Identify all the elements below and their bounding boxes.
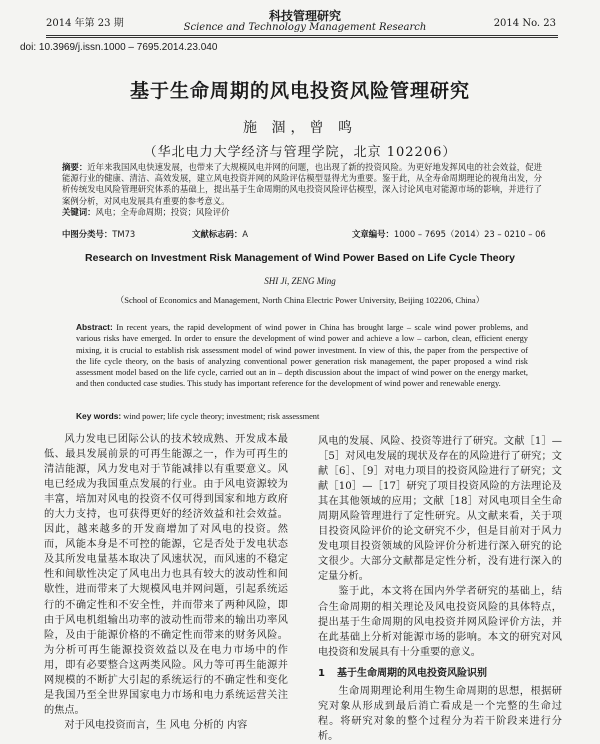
running-header: [0, 4, 600, 34]
keywords-cn-label: 关键词：: [62, 206, 96, 217]
body-paragraph: 生命周期理论利用生物生命周期的思想，根据研究对象从形成到最后消亡看成是一个完整的生命过程。将研究对象的整个过程分为若干阶段来进行分析。: [318, 685, 562, 742]
keywords-cn-text: 风电；全寿命周期；投资；风险评价: [95, 206, 230, 217]
section-number: 1: [318, 667, 325, 679]
authors-en: SHI Ji, ZENG Ming: [264, 276, 336, 286]
clc-label: 中图分类号：: [62, 229, 113, 239]
body-paragraph: 鉴于此，本文将在国内外学者研究的基础上，结合生命周期的相关理论及风电投资风险的具体特点，提出基于生命周期的风电投资并网风险评价方法，并在此基础上分析对能源市场的影响。本文的研究对风电投资和发展具有十分重要的意义。: [318, 586, 562, 658]
authors: 施 涸，曾 鸣: [243, 120, 357, 136]
title-en: Research on Investment Risk Management of Wind Power Based on Life Cycle Theory: [85, 252, 515, 264]
keywords-en: [76, 411, 528, 421]
abstract-en-text: In recent years, the rapid development of wind power in China has brought large – scale wind power problems, and various risks have emerged. In order to ensure the development of wind power and achieve a low – carbon, clean, efficient energy mixing, it is crucial to establish risk assessment model of wind power investment. In view of this, the paper from the perspective of the life cycle theory, on the basis of analyzing conventional power generation risk management, the paper proposed a wind risk assessment model based on the life cycle, carried out an in – depth discussion about the impact of wind power on the energy market, and then conducted case studies. This study has important reference for the development of wind power and renewable energy.: [76, 323, 528, 389]
article-number: [352, 228, 546, 240]
article-no-value: 1000 – 7695（2014）23 – 0210 – 06: [393, 229, 546, 239]
clc-number: [62, 228, 135, 240]
abstract-en-label: Abstract:: [76, 322, 113, 332]
body-column-right: [318, 434, 562, 744]
clc-value: TM73: [112, 229, 136, 239]
body-column-left: [44, 432, 288, 733]
body-paragraph: 对于风电投资而言，生 风电 分析的 内容: [64, 719, 248, 731]
doi: doi: 10.3969/j.issn.1000 – 7695.2014.23.040: [20, 42, 218, 53]
journal-name-en: Science and Technology Management Research: [183, 22, 427, 33]
affiliation: （华北电力大学经济与管理学院，北京 102206）: [143, 145, 457, 160]
keywords-en-text: wind power; life cycle theory; investment; risk assessment: [123, 412, 320, 421]
issue-right: 2014 No. 23: [493, 18, 556, 29]
journal-name: [170, 10, 440, 34]
header-rule: [46, 35, 558, 36]
paper-title: 基于生命周期的风电投资风险管理研究: [129, 80, 470, 102]
issue-left: 2014 年第 23 期: [46, 18, 124, 29]
body-paragraph: 风力发电已团际公认的技术较成熟、开发成本最低、最具发展前景的可再生能源之一，作为可再生的清洁能源，风力发电对于节能减排以有重要意义。风电已经成为我国重点发展的行业。由于风电资源较为丰富，培加对风电的投资不仅可得到国家和地方政府的大力支持，也可获得更好的经济效益和社会效益。因此，越来越多的开发商增加了对风电的投资。然而，风能本身是不可控的能源，它是否处于发电状态及其所发电量基本取决了风速状况，而风速的不稳定性和间歇性决定了风电出力也具有较大的波动性和间歇性，进而带来了大规模风电并网问题，引起系统运行的不确定性和不安全性，并而带来了两种风险，即由于风电机组输出功率的波动性而带来的输出功率风险，及由于能源价格的不确定性而带来的财务风险。为分析可再生能源投资效益以及在电力市场中的作用，即有必要整合这两类风险。风力等可再生能源并网规模的不断扩大引起的系统运行的不确定性和变化是我国乃至全世界国家电力市场和电力系统运营关注的焦点。: [44, 434, 288, 716]
body-paragraph: 风电的发展、风险、投资等进行了研究。文献［1］—［5］对风电发展的现状及存在的风险进行了研究；文献［6］、［9］对电力项目的投资风险进行了研究；文献［10］—［17］研究了项目投资风险的方法理论及其在其他领域的应用；文献［18］对风电项目全生命周期风险管理进行了定性研究。从文献来看，关于项目投资风险评价的论文研究不少，但是目前对于风力发电项目投资领域的风险评价分析进行深入研究的论文很少。大部分文献都是定性分析，没有进行深入的定量分析。: [318, 436, 562, 583]
article-no-label: 文章编号：: [352, 229, 394, 239]
abstract-cn-text: 近年来我国风电快速发展，也带来了大规模风电并网的问题，也出现了新的投资风险。为更好地发挥风电的社会效益，促进能源行业的健康、清洁、高效发展，建立风电投资并网的风险评估模型显得尤为重要。鉴于此，从全寿命周期理论的视角出发，分析传统发电风险管理研究体系的基础上，提出基于生命周期的风电投资风险评估模型，深入讨论风电对能源市场的影响，并进行了案例分析，对风电发展具有重要的参考意义。: [62, 162, 542, 206]
doc-code: [192, 228, 248, 240]
affiliation-en: （School of Economics and Management, North China Electric Power University, Beijing 102206, China）: [115, 295, 485, 305]
abstract-cn: [62, 162, 542, 218]
header-rule-double: [46, 37, 558, 38]
keywords-en-label: Key words:: [76, 411, 122, 421]
doc-code-label: 文献标志码：: [192, 229, 243, 239]
journal-name-cn: 科技管理研究: [268, 9, 341, 23]
abstract-en: [76, 322, 528, 390]
abstract-cn-label: 摘要：: [62, 162, 88, 172]
section-title: 基于生命周期的风电投资风险识别: [336, 667, 487, 679]
doc-code-value: A: [242, 229, 248, 239]
section-heading: [318, 666, 562, 681]
